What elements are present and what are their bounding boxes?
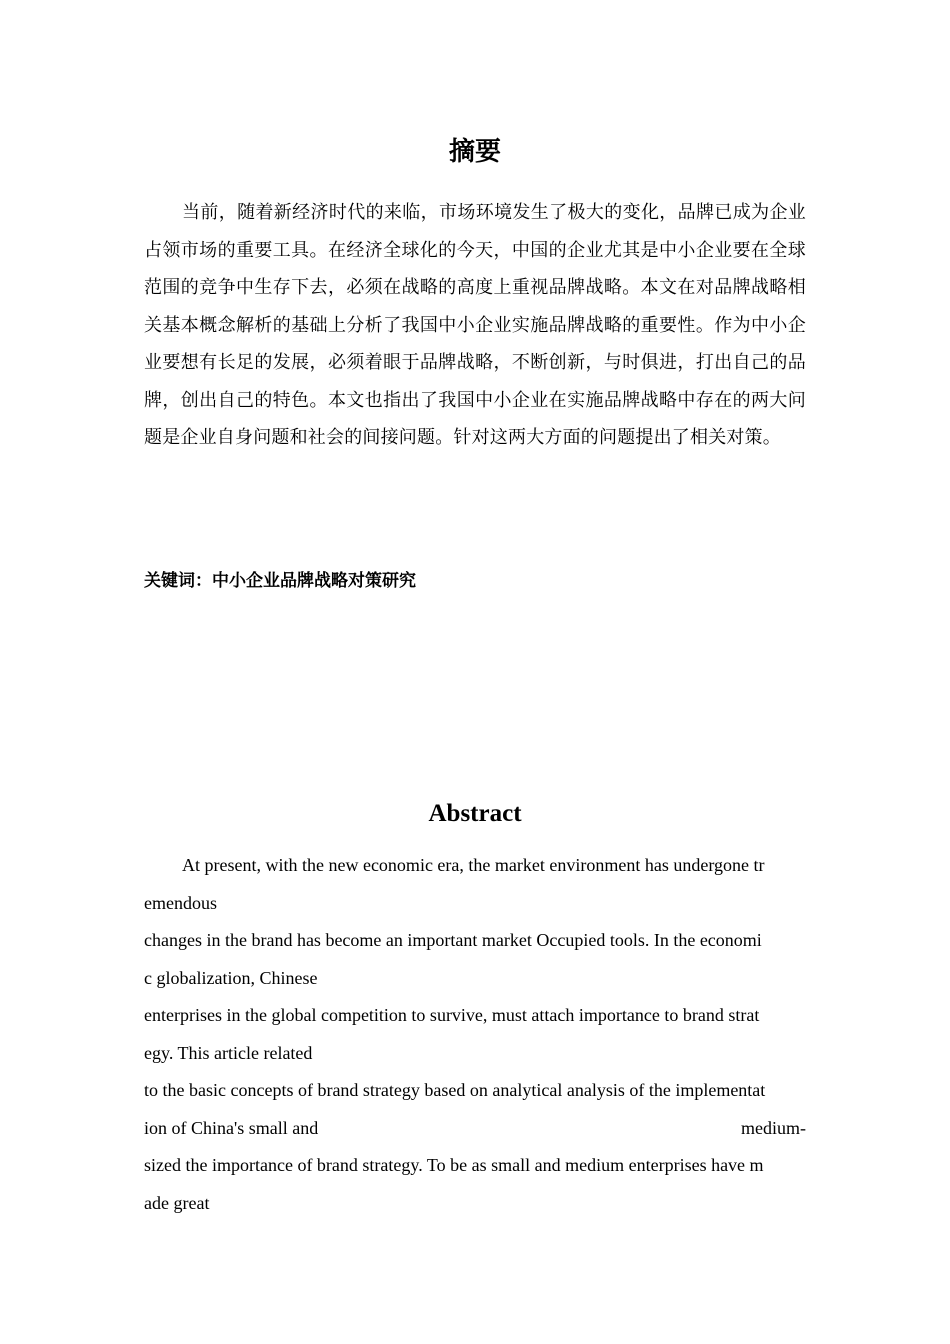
chinese-abstract-body: 当前，随着新经济时代的来临，市场环境发生了极大的变化，品牌已成为企业占领市场的重要工具。在经济全球化的今天，中国的企业尤其是中小企业要在全球范围的竞争中生存下去，必须在战略的高度上重视品牌战略。本文在对品牌战略相关基本概念解析的基础上分析了我国中小企业实施品牌战略的重要性。作为中小企业要想有长足的发展，必须着眼于品牌战略，不断创新，与时俱进，打出自己的品牌，创出自己的特色。本文也指出了我国中小企业在实施品牌战略中存在的两大问题是企业自身问题和社会的间接问题。针对这两大方面的问题提出了相关对策。 <box>144 202 806 448</box>
english-abstract-title: Abstract <box>428 800 522 827</box>
english-abstract-line-start: ion of China's small and <box>144 1117 319 1138</box>
english-abstract-line: to the basic concepts of brand strategy based on analytical analysis of the implementat <box>144 1080 766 1100</box>
keywords-line: 关键词：中小企业品牌战略对策研究 <box>144 571 416 591</box>
english-abstract-line: emendous <box>144 892 217 913</box>
chinese-abstract-title: 摘要 <box>448 137 501 167</box>
english-abstract-line: At present, with the new economic era, the market environment has undergone tr <box>182 855 765 875</box>
english-abstract-body <box>144 847 806 1222</box>
english-abstract-line: egy. This article related <box>144 1042 313 1063</box>
english-abstract-line: c globalization, Chinese <box>144 967 318 988</box>
english-abstract-line: enterprises in the global competition to survive, must attach importance to brand strat <box>144 1005 760 1025</box>
english-abstract-line-end: medium- <box>741 1117 806 1138</box>
english-abstract-line: changes in the brand has become an important market Occupied tools. In the economi <box>144 930 762 950</box>
english-abstract-line: sized the importance of brand strategy. To be as small and medium enterprises have m <box>144 1155 764 1175</box>
english-abstract-line <box>144 1110 806 1148</box>
english-abstract-line: ade great <box>144 1192 210 1213</box>
